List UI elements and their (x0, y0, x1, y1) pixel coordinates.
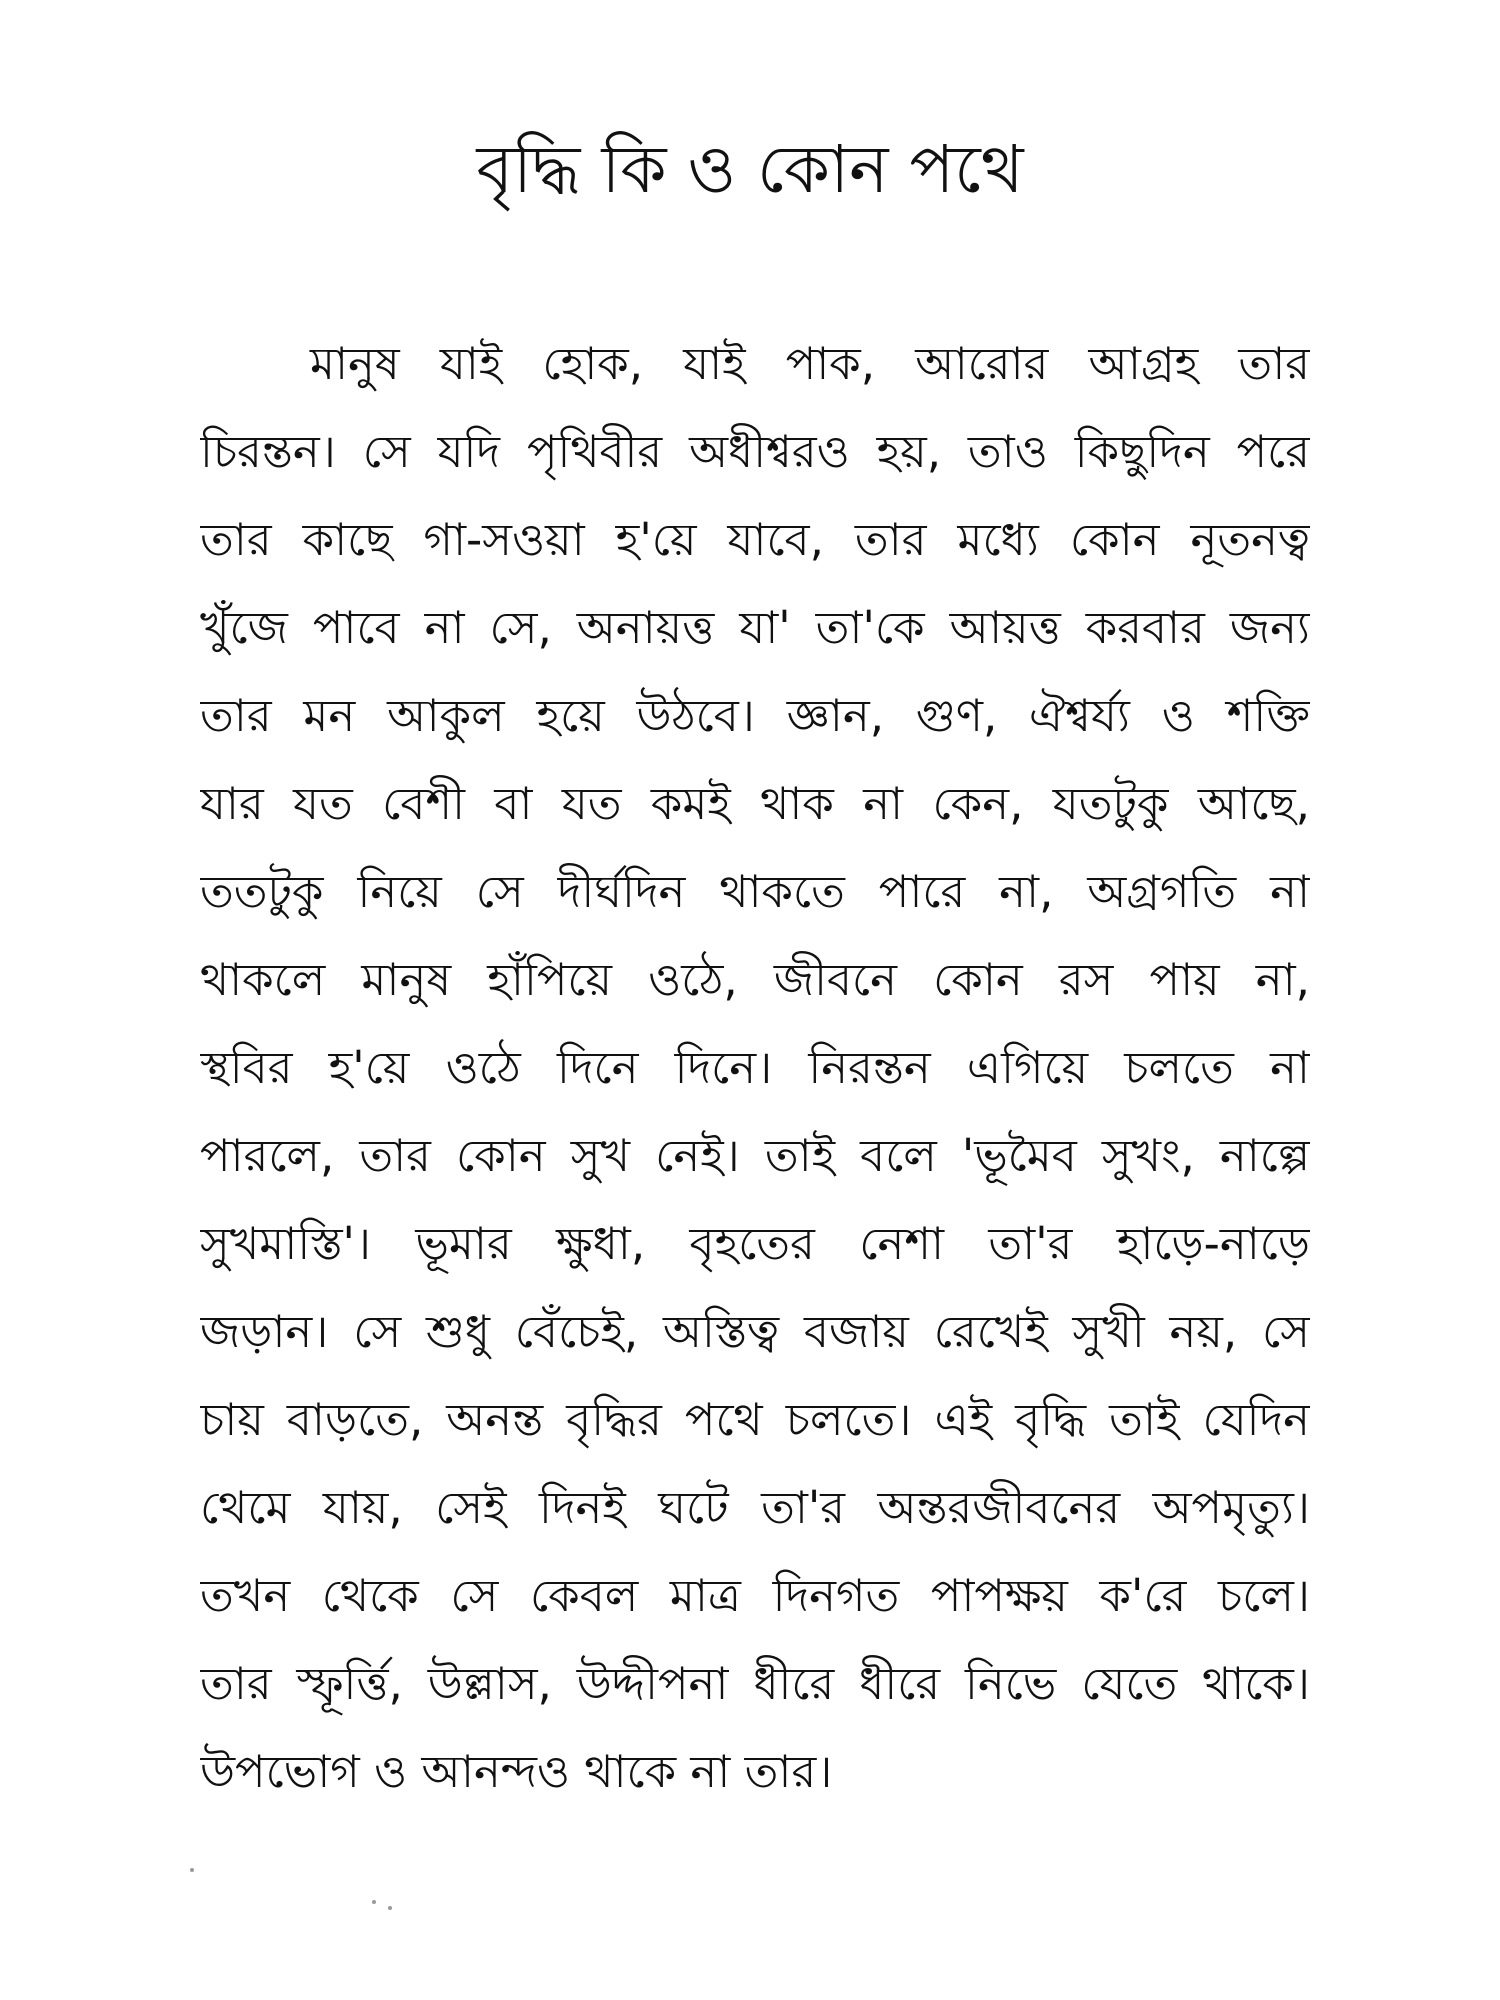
scan-speck (190, 1868, 194, 1872)
text-line: তার স্ফূর্ত্তি, উল্লাস, উদ্দীপনা ধীরে ধীরে নিভে যেতে থাকে। (200, 1657, 1310, 1710)
text-line: স্থবির হ'য়ে ওঠে দিনে দিনে। নিরন্তন এগিয়ে চলতে না (200, 1041, 1310, 1094)
scan-speck (372, 1900, 376, 1904)
text-line: ততটুকু নিয়ে সে দীর্ঘদিন থাকতে পারে না, অগ্রগতি না (200, 865, 1310, 918)
text-line: তার মন আকুল হয়ে উঠবে। জ্ঞান, গুণ, ঐশ্বর্য্য ও শক্তি (200, 689, 1310, 742)
body-paragraph (200, 320, 1310, 1816)
text-line: তখন থেকে সে কেবল মাত্র দিনগত পাপক্ষয় ক'রে চলে। (200, 1569, 1310, 1622)
text-line: সুখমাস্তি'। ভূমার ক্ষুধা, বৃহতের নেশা তা'র হাড়ে-নাড়ে (200, 1217, 1310, 1270)
scan-speck (388, 1906, 392, 1910)
text-line: থেমে যায়, সেই দিনই ঘটে তা'র অন্তরজীবনের অপমৃত্যু। (200, 1481, 1310, 1534)
text-line: থাকলে মানুষ হাঁপিয়ে ওঠে, জীবনে কোন রস পায় না, (200, 953, 1310, 1006)
text-line: মানুষ যাই হোক, যাই পাক, আরোর আগ্রহ তার (310, 337, 1310, 390)
text-line: যার যত বেশী বা যত কমই থাক না কেন, যতটুকু আছে, (200, 777, 1310, 830)
text-line: উপভোগ ও আনন্দও থাকে না তার। (200, 1745, 833, 1798)
text-line: পারলে, তার কোন সুখ নেই। তাই বলে 'ভূমৈব সুখং, নাল্পে (200, 1129, 1310, 1182)
text-line: চিরন্তন। সে যদি পৃথিবীর অধীশ্বরও হয়, তাও কিছুদিন পরে (200, 425, 1310, 478)
text-line: তার কাছে গা-সওয়া হ'য়ে যাবে, তার মধ্যে কোন নূতনত্ব (200, 513, 1310, 566)
document-title: বৃদ্ধি কি ও কোন পথে (476, 131, 1024, 208)
text-line: খুঁজে পাবে না সে, অনায়ত্ত যা' তা'কে আয়ত্ত করবার জন্য (200, 601, 1310, 654)
text-line: চায় বাড়তে, অনন্ত বৃদ্ধির পথে চলতে। এই বৃদ্ধি তাই যেদিন (200, 1393, 1310, 1446)
text-line: জড়ান। সে শুধু বেঁচেই, অস্তিত্ব বজায় রেখেই সুখী নয়, সে (200, 1305, 1310, 1358)
